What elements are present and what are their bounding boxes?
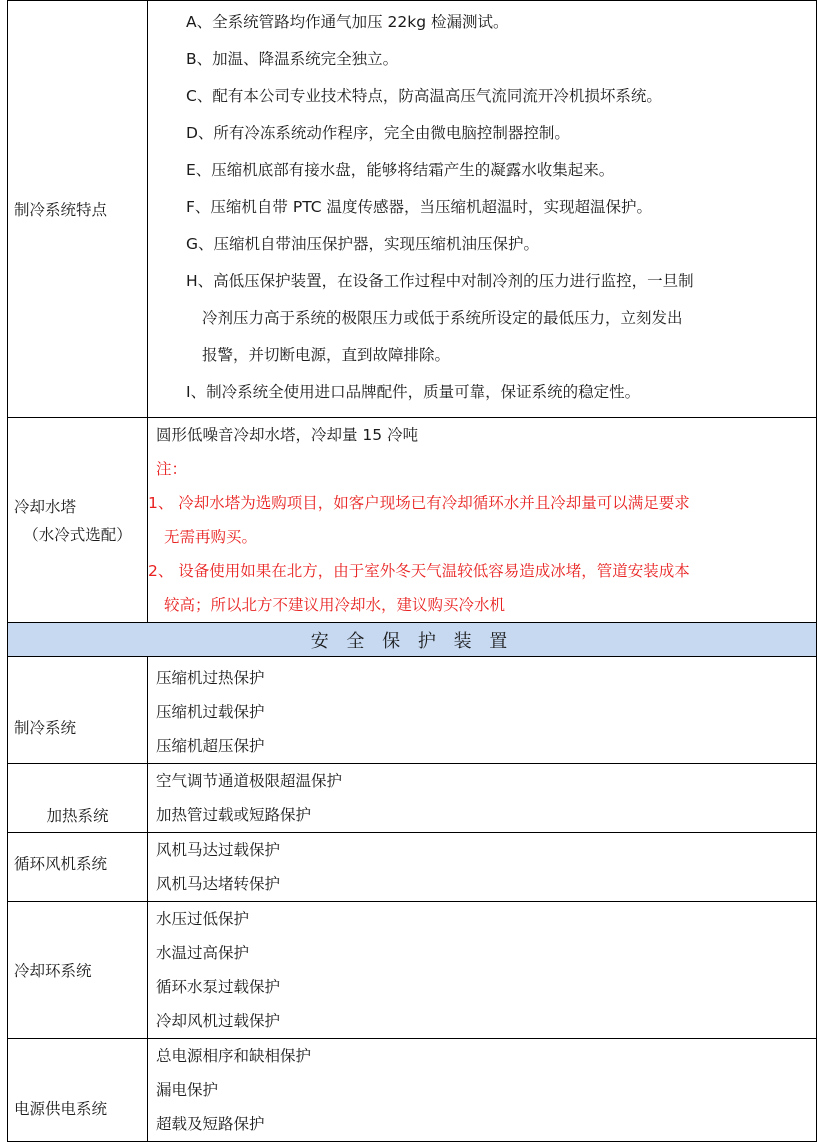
feature-item: D、所有冷冻系统动作程序，完全由微电脑控制器控制。 — [186, 124, 570, 142]
cooling-tower-note-2: 2、 设备使用如果在北方，由于室外冬天气温较低容易造成冰堵，管道安装成本 — [148, 562, 690, 580]
cooling-tower-content — [148, 418, 817, 623]
safety-item: 压缩机过热保护 — [156, 669, 265, 687]
feature-item: I、制冷系统全使用进口品牌配件，质量可靠，保证系统的稳定性。 — [186, 383, 641, 401]
row-safety-cooling-loop — [8, 902, 817, 1039]
safety-item: 水温过高保护 — [156, 944, 250, 962]
safety-section-items — [148, 902, 817, 1039]
row-safety-refrigeration — [8, 657, 817, 764]
safety-section-items — [148, 833, 817, 902]
safety-section-items — [148, 764, 817, 833]
feature-item: B、加温、降温系统完全独立。 — [186, 50, 399, 68]
safety-section-label: 循环风机系统 — [8, 833, 148, 902]
safety-item: 循环水泵过载保护 — [156, 978, 281, 996]
safety-item: 总电源相序和缺相保护 — [156, 1047, 312, 1065]
feature-item: C、配有本公司专业技术特点，防高温高压气流同流开冷机损坏系统。 — [186, 87, 662, 105]
cooling-tower-note-1: 1、 冷却水塔为选购项目，如客户现场已有冷却循环水并且冷却量可以满足要求 — [148, 494, 690, 512]
row-safety-heating — [8, 764, 817, 833]
cooling-tower-label — [8, 418, 148, 623]
safety-item: 压缩机超压保护 — [156, 737, 265, 755]
safety-item: 超载及短路保护 — [156, 1115, 265, 1133]
safety-item: 空气调节通道极限超温保护 — [156, 772, 343, 790]
cooling-tower-note-title: 注： — [156, 460, 188, 478]
safety-item: 漏电保护 — [156, 1081, 219, 1099]
safety-section-label: 制冷系统 — [8, 657, 148, 764]
row-refrigeration-features — [8, 1, 817, 418]
safety-item: 风机马达堵转保护 — [156, 875, 281, 893]
cooling-tower-label-line2: （水冷式选配） — [23, 526, 132, 544]
safety-item: 压缩机过载保护 — [156, 703, 265, 721]
safety-section-items — [148, 1039, 817, 1142]
cooling-tower-label-line1: 冷却水塔 — [14, 498, 77, 516]
feature-item: A、全系统管路均作通气加压 22kg 检漏测试。 — [186, 13, 509, 31]
safety-item: 风机马达过载保护 — [156, 841, 281, 859]
row-safety-banner — [8, 623, 817, 657]
feature-item: F、压缩机自带 PTC 温度传感器，当压缩机超温时，实现超温保护。 — [186, 198, 653, 216]
safety-section-items — [148, 657, 817, 764]
feature-item: E、压缩机底部有接水盘，能够将结霜产生的凝露水收集起来。 — [186, 161, 615, 179]
row-safety-power — [8, 1039, 817, 1142]
safety-item: 加热管过载或短路保护 — [156, 806, 312, 824]
safety-item: 水压过低保护 — [156, 910, 250, 928]
refrigeration-features-label: 制冷系统特点 — [8, 1, 148, 418]
cooling-tower-spec: 圆形低噪音冷却水塔，冷却量 15 冷吨 — [156, 426, 419, 444]
safety-section-label: 电源供电系统 — [8, 1039, 148, 1142]
row-safety-fan — [8, 833, 817, 902]
feature-item-continued: 报警，并切断电源，直到故障排除。 — [202, 346, 451, 364]
safety-item: 冷却风机过载保护 — [156, 1012, 281, 1030]
safety-section-label: 加热系统 — [8, 764, 148, 833]
feature-item: H、高低压保护装置，在设备工作过程中对制冷剂的压力进行监控，一旦制 — [186, 272, 694, 290]
safety-section-label: 冷却环系统 — [8, 902, 148, 1039]
spec-table — [7, 0, 817, 1142]
safety-banner: 安 全 保 护 装 置 — [8, 623, 817, 657]
row-cooling-tower — [8, 418, 817, 623]
cooling-tower-note-1-continued: 无需再购买。 — [164, 528, 258, 546]
feature-item-continued: 冷剂压力高于系统的极限压力或低于系统所设定的最低压力，立刻发出 — [202, 309, 683, 327]
refrigeration-features-list — [148, 1, 817, 418]
feature-item: G、压缩机自带油压保护器，实现压缩机油压保护。 — [186, 235, 540, 253]
cooling-tower-note-2-continued: 较高；所以北方不建议用冷却水，建议购买冷水机 — [164, 596, 506, 614]
